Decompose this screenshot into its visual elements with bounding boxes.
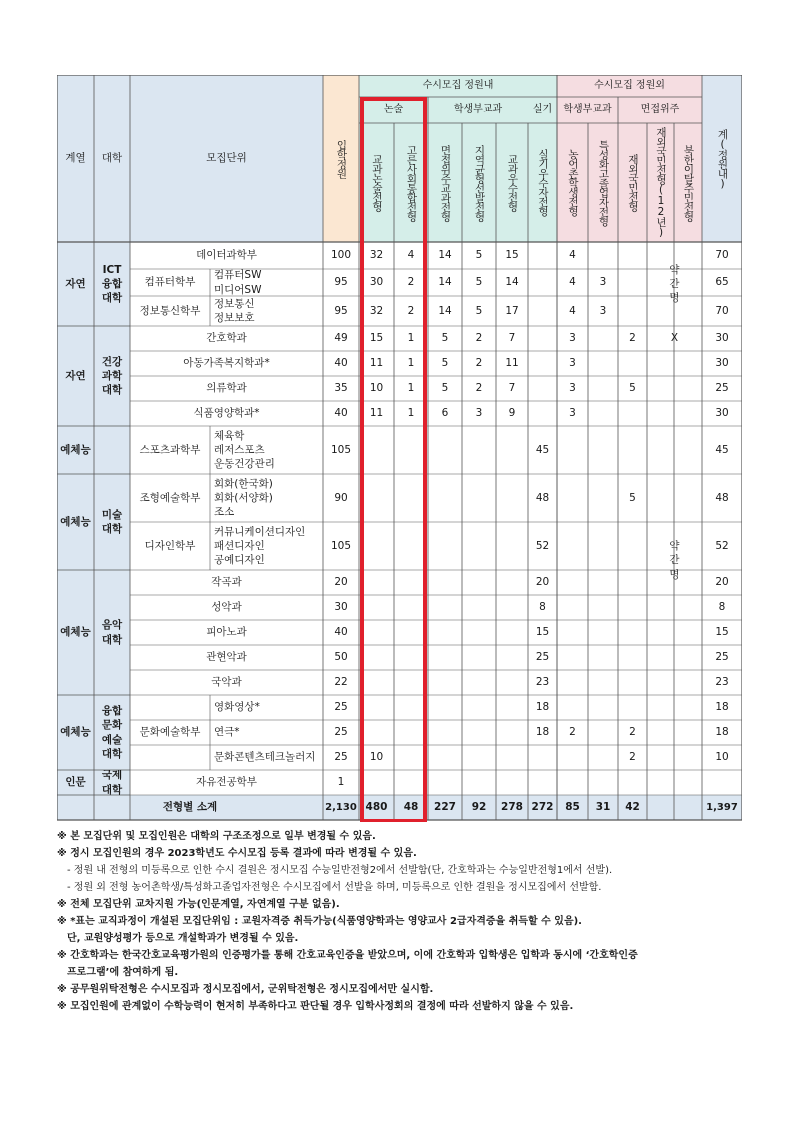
quota-value: 40	[334, 357, 348, 370]
row-total: 70	[715, 249, 729, 262]
note-line: - 정원 외 전형 농어촌학생/특성화고졸업자전형은 수시모집에서 선발을 하며, 미등록으로 인한 결원을 정시모집에서 선발함.	[67, 882, 602, 893]
yakgan-note: 약 간 명	[669, 540, 680, 581]
quota-cell: 11	[369, 407, 384, 420]
yakgan-note: 약 간 명	[669, 263, 680, 305]
header-col-out3-text: 재외국민전형	[627, 154, 639, 211]
quota-cell: 18	[535, 726, 550, 739]
row-total: 15	[715, 626, 729, 639]
row-total: 52	[715, 539, 729, 552]
admission-quota-table	[57, 75, 742, 822]
gyeyeol-cell: 자연	[65, 369, 86, 382]
quota-value: 105	[330, 443, 352, 456]
notes-section	[57, 828, 757, 1015]
header-ipak	[323, 75, 359, 242]
quota-value: 95	[334, 304, 348, 317]
quota-cell: 5	[475, 249, 483, 262]
unit-name: 자유전공학부	[196, 776, 257, 789]
hakbu-cell: 정보통신학부	[139, 304, 201, 317]
quota-cell: 10	[369, 382, 384, 395]
quota-cell: 3	[475, 407, 483, 420]
subtotal-cell: 92	[471, 801, 487, 814]
hakbu-cell: 조형예술학부	[139, 491, 201, 504]
quota-value: 50	[334, 651, 348, 664]
quota-value: 30	[334, 601, 348, 614]
quota-cell: 5	[629, 491, 636, 504]
header-susi-in: 수시모집 정원내	[422, 80, 494, 92]
header-col-nonsul2	[394, 123, 428, 242]
quota-value: 95	[334, 276, 348, 289]
daehak-cell: 건강 과학 대학	[101, 355, 123, 397]
unit-name: 컴퓨터SW 미디어SW	[214, 269, 262, 296]
quota-value: 90	[334, 491, 348, 504]
quota-cell: 20	[535, 576, 550, 589]
subtotal-quota: 2,130	[325, 801, 357, 813]
unit-name: 회화(한국화) 회화(서양화) 조소	[214, 477, 273, 519]
unit-name: 문화콘텐츠테크놀러지	[214, 751, 316, 764]
quota-cell: 2	[407, 276, 415, 289]
note-line: ※ 정시 모집인원의 경우 2023학년도 수시모집 등록 결과에 따라 변경될 수 있음.	[57, 848, 417, 859]
quota-cell: 48	[535, 491, 550, 504]
note-line: ※ 본 모집단위 및 모집인원은 대학의 구조조정으로 일부 변경될 수 있음.	[57, 831, 376, 842]
header-susi-out: 수시모집 정원외	[594, 80, 665, 92]
header-silgi-group: 실기	[532, 104, 553, 116]
quota-cell: 4	[569, 276, 576, 289]
hakbu-cell: 문화예술학부	[139, 726, 201, 739]
note-line: 단, 교원양성평가 등으로 개설학과가 변경될 수 있음.	[67, 933, 299, 944]
header-total-text: 계(정원내)	[716, 128, 729, 189]
unit-name: 성악과	[211, 601, 242, 614]
quota-value: 35	[334, 382, 348, 395]
row-total: 45	[715, 443, 729, 456]
row-total: 30	[715, 332, 729, 345]
note-line: ※ *표는 교직과정이 개설된 모집단위임 : 교원자격증 취득가능(식품영양학과는 영양교사 2급자격증을 취득할 수 있음).	[57, 916, 582, 927]
unit-name: 국악과	[211, 676, 242, 689]
quota-cell: 30	[369, 276, 384, 289]
header-myeonjeop: 면접위주	[640, 104, 680, 116]
header-hakbu-out: 학생부교과	[563, 104, 612, 116]
row-total: 20	[715, 576, 729, 589]
daehak-cell: ICT 융합 대학	[101, 263, 123, 305]
row-total	[702, 770, 742, 795]
unit-name: 체육학 레저스포츠 운동건강관리	[214, 429, 275, 471]
quota-cell: 2	[407, 304, 415, 317]
subtotal-total: 1,397	[706, 801, 738, 813]
row-total: 70	[715, 304, 729, 317]
quota-cell: 4	[569, 304, 576, 317]
header-hakbu: 학생부교과	[453, 104, 503, 116]
row-total: 18	[715, 701, 729, 714]
quota-cell: 7	[508, 382, 516, 395]
header-col-hb1	[428, 123, 462, 242]
unit-name: 데이터과학부	[196, 249, 257, 262]
header-col-hb2	[462, 123, 496, 242]
subtotal-cell: 272	[531, 801, 554, 814]
quota-cell: 3	[569, 382, 576, 395]
quota-cell: 32	[369, 249, 384, 262]
quota-cell: 11	[369, 357, 384, 370]
row-total: 30	[715, 357, 729, 370]
quota-value: 100	[330, 249, 352, 262]
gyeyeol-cell: 자연	[65, 277, 86, 290]
quota-cell: 32	[369, 304, 384, 317]
quota-value: 25	[334, 701, 348, 714]
quota-cell: 1	[407, 407, 415, 420]
header-col-nonsul1-text: 교과논술전형	[371, 154, 383, 211]
quota-cell: 8	[539, 601, 546, 614]
header-col-out5-text: 북한이탈주민전형	[682, 144, 695, 221]
quota-cell: 11	[505, 357, 519, 370]
quota-cell: 3	[569, 332, 576, 345]
gyeyeol-cell: 인문	[65, 776, 86, 789]
quota-cell: 9	[508, 407, 516, 420]
note-line: - 정원 내 전형의 미등록으로 인한 수시 결원은 정시모집 수능일반전형2에서 선발함(단, 간호학과는 수능일반전형1에서 선발).	[67, 865, 613, 876]
quota-cell: 2	[475, 332, 483, 345]
quota-value: 25	[334, 726, 348, 739]
note-line: 프로그램’에 참여하게 됨.	[67, 967, 179, 978]
unit-name: 간호학과	[206, 332, 247, 345]
header-col-hb3-text: 교과우수전형	[506, 154, 519, 211]
daehak-cell: 미술 대학	[101, 508, 123, 535]
quota-cell: 2	[629, 332, 636, 345]
subtotal-cell: 480	[365, 801, 388, 814]
unit-name: 의류학과	[206, 382, 247, 395]
quota-cell: 4	[407, 249, 415, 262]
quota-cell: 3	[599, 304, 607, 317]
quota-cell: 5	[475, 304, 483, 317]
header-col-hb2-text: 지역균형선발전형	[473, 144, 486, 221]
quota-cell: 7	[508, 332, 516, 345]
subtotal-cell: 31	[595, 801, 611, 814]
quota-cell: 2	[569, 726, 576, 739]
unit-name: 연극*	[214, 726, 240, 739]
quota-cell: 17	[505, 304, 519, 317]
header-col-silgi-text: 실기우수자전형	[537, 149, 549, 216]
note-line: ※ 공무원위탁전형은 수시모집과 정시모집에서, 군위탁전형은 정시모집에서만 실시함.	[57, 984, 434, 995]
row-total: 48	[715, 491, 729, 504]
subtotal-cell: 85	[565, 801, 580, 814]
quota-cell: 14	[438, 276, 452, 289]
quota-cell: 14	[438, 249, 452, 262]
hakbu-cell: 스포츠과학부	[139, 443, 201, 456]
gyeyeol-cell: 예체능	[60, 726, 91, 739]
quota-cell: 2	[475, 382, 483, 395]
quota-value: 25	[334, 751, 348, 764]
unit-name: 아동가족복지학과*	[183, 357, 270, 370]
quota-value: 105	[330, 539, 352, 552]
header-daehak: 대학	[101, 152, 123, 165]
quota-cell: 10	[369, 751, 384, 764]
quota-cell: 5	[441, 332, 449, 345]
unit-name: 피아노과	[206, 626, 247, 639]
subtotal-label: 전형별 소계	[162, 801, 218, 814]
quota-cell: 1	[407, 382, 415, 395]
subtotal-cell: 278	[501, 801, 523, 814]
gyeyeol-cell: 예체능	[60, 626, 91, 639]
quota-cell: 52	[535, 539, 550, 552]
quota-cell: 5	[629, 382, 636, 395]
header-col-nonsul2-text: 고른사회통합전형	[405, 144, 418, 221]
quota-cell: 1	[407, 357, 415, 370]
quota-cell: 14	[438, 304, 452, 317]
header-col-out4	[647, 123, 674, 242]
quota-cell: 15	[505, 249, 519, 262]
quota-cell: 2	[475, 357, 483, 370]
row-total: 25	[715, 382, 729, 395]
header-col-nonsul1	[359, 123, 394, 242]
header-ipak-text: 입학정원	[335, 139, 348, 178]
row-total: 10	[715, 751, 729, 764]
row-total: 25	[715, 651, 729, 664]
row-total: 18	[715, 726, 729, 739]
quota-value: 22	[334, 676, 348, 689]
header-col-out5	[674, 123, 702, 242]
quota-value: 49	[334, 332, 348, 345]
quota-cell: 45	[535, 443, 550, 456]
subtotal-cell: 227	[434, 801, 456, 814]
header-col-out2	[588, 123, 618, 242]
header-col-out2-text: 특성화고졸업자전형	[597, 139, 610, 226]
row-total: 65	[715, 276, 729, 289]
quota-cell: 14	[505, 276, 519, 289]
note-line: ※ 간호학과는 한국간호교육평가원의 인증평가를 통해 간호교육인증을 받았으며, 이에 간호학과 입학생은 입학과 동시에 ‘간호학인증	[57, 950, 638, 961]
quota-cell: 18	[535, 701, 550, 714]
unit-name: 정보통신 정보보호	[214, 297, 255, 324]
hakbu-cell: 디자인학부	[144, 539, 196, 552]
quota-cell: 5	[441, 382, 449, 395]
quota-cell: 3	[569, 407, 576, 420]
quota-cell: 3	[599, 276, 607, 289]
quota-cell: 5	[441, 357, 449, 370]
header-col-out4-text: 재외국민전형(12년)	[655, 127, 667, 238]
quota-cell: 2	[629, 726, 636, 739]
x-mark: X	[670, 332, 679, 345]
header-col-out1	[557, 123, 588, 242]
unit-name: 커뮤니케이션디자인 패션디자인 공예디자인	[214, 525, 306, 567]
header-gyeyeol: 계열	[65, 152, 86, 165]
daehak-cell: 국제 대학	[101, 770, 123, 795]
quota-cell: 4	[569, 249, 576, 262]
note-line: ※ 모집인원에 관계없이 수학능력이 현저히 부족하다고 판단될 경우 입학사정회의 결정에 따라 선발하지 않을 수 있음.	[57, 1001, 574, 1012]
quota-value: 1	[337, 776, 345, 789]
header-danwi: 모집단위	[206, 152, 247, 165]
quota-value: 40	[334, 626, 348, 639]
header-total	[702, 75, 742, 242]
row-total: 30	[715, 407, 729, 420]
header-col-hb1-text: 면접위주교과전형	[439, 144, 452, 221]
quota-cell: 3	[569, 357, 576, 370]
header-col-hb3	[496, 123, 528, 242]
quota-cell: 1	[407, 332, 415, 345]
unit-name: 영화영상*	[214, 701, 260, 714]
quota-cell: 25	[535, 651, 550, 664]
unit-name: 작곡과	[211, 576, 242, 589]
gyeyeol-cell: 예체능	[60, 443, 91, 456]
unit-name: 식품영양학과*	[193, 407, 260, 420]
quota-cell: 15	[369, 332, 384, 345]
header-nonsul: 논술	[383, 104, 404, 116]
hakbu-cell: 컴퓨터학부	[144, 276, 196, 289]
header-col-out3	[618, 123, 647, 242]
quota-value: 20	[334, 576, 348, 589]
quota-cell: 23	[535, 676, 550, 689]
header-col-silgi	[528, 123, 557, 242]
quota-value: 40	[334, 407, 348, 420]
header-col-out1-text: 농어촌학생전형	[567, 149, 579, 216]
quota-cell: 6	[441, 407, 449, 420]
gyeyeol-cell: 예체능	[60, 515, 91, 528]
row-total: 8	[718, 601, 726, 614]
quota-cell: 5	[475, 276, 483, 289]
row-total: 23	[715, 676, 729, 689]
quota-cell: 15	[535, 626, 550, 639]
daehak-cell: 융합 문화 예술 대학	[101, 705, 123, 760]
subtotal-cell: 48	[403, 801, 419, 814]
note-line: ※ 전체 모집단위 교차지원 가능(인문계열, 자연계열 구분 없음).	[57, 899, 340, 910]
quota-cell: 2	[629, 751, 636, 764]
subtotal-cell: 42	[625, 801, 640, 814]
daehak-cell: 음악 대학	[101, 619, 123, 646]
unit-name: 관현악과	[206, 651, 247, 664]
